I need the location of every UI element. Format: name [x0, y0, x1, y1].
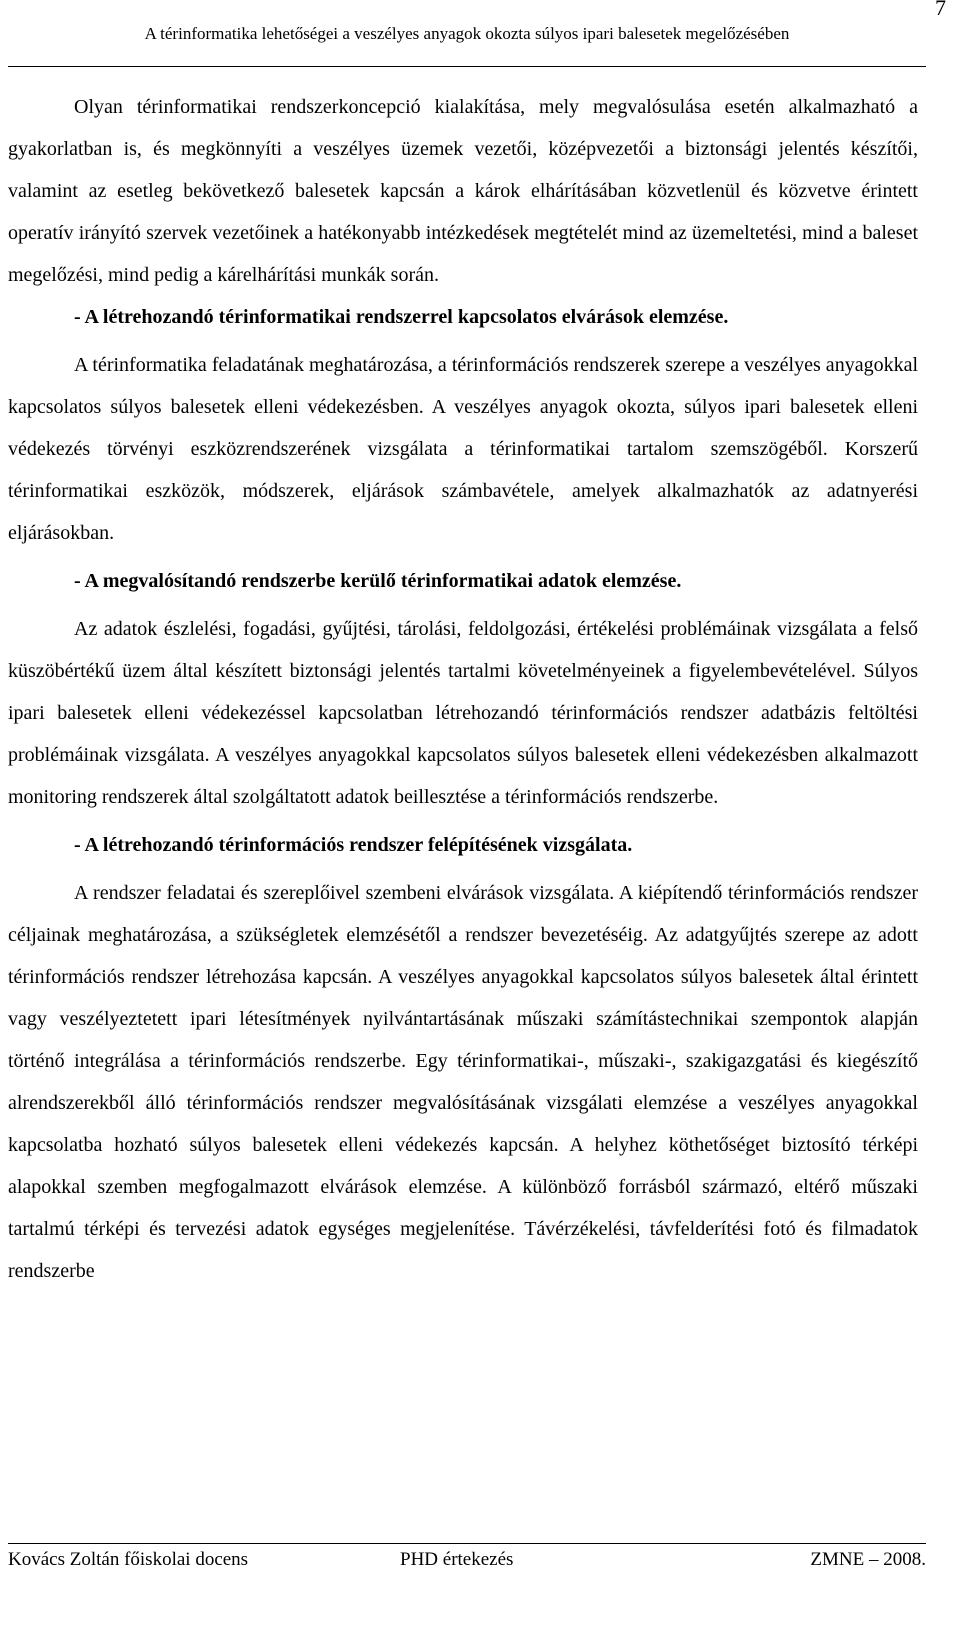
section-heading-3: - A létrehozandó térinformációs rendszer felépítésének vizsgálata.	[74, 834, 633, 856]
footer-institution-year: ZMNE – 2008.	[810, 1549, 926, 1570]
page-number: 7	[935, 0, 946, 20]
footer-document-type: PHD értekezés	[400, 1549, 514, 1570]
paragraph-2: A térinformatika feladatának meghatározása, a térinformációs rendszerek szerepe a veszélyes anyagokkal kapcsolatos súlyos balesetek elleni védekezésben. A veszélyes anyagok okozta, súlyos ipari balesetek elleni védekezés törvényi eszközrendszerének vizsgálata a térinformatikai tartalom szemszögéből. Korszerű térinformatikai eszközök, módszerek, eljárások számbavétele, amelyek alkalmazhatók az adatnyerési eljárásokban.	[8, 354, 918, 544]
section-heading-1: - A létrehozandó térinformatikai rendszerrel kapcsolatos elvárások elemzése.	[74, 306, 729, 328]
footer-divider	[8, 1543, 926, 1544]
paragraph-4: A rendszer feladatai és szereplőivel szembeni elvárások vizsgálata. A kiépítendő térinformációs rendszer céljainak meghatározása, a szükségletek elemzésétől a rendszer bevezetéséig. Az adatgyűjtés szerepe az adott térinformációs rendszer létrehozása kapcsán. A veszélyes anyagokkal kapcsolatos súlyos balesetek által érintett vagy veszélyeztetett ipari létesítmények nyilvántartásának műszaki számítástechnikai szempontok alapján történő integrálása a térinformációs rendszerbe. Egy térinformatikai-, műszaki-, szakigazgatási és kiegészítő alrendszerekből álló térinformációs rendszer megvalósításának vizsgálati elemzése a veszélyes anyagokkal kapcsolatba hozható súlyos balesetek elleni védekezés kapcsán. A helyhez köthetőséget biztosító térképi alapokkal szemben megfogalmazott elvárások elemzése. A különböző forrásból származó, eltérő műszaki tartalmú térképi és tervezési adatok egységes megjelenítése. Távérzékelési, távfelderítési fotó és filmadatok rendszerbe	[8, 882, 918, 1282]
header-divider	[8, 66, 926, 67]
paragraph-1: Olyan térinformatikai rendszerkoncepció kialakítása, mely megvalósulása esetén alkalmazható a gyakorlatban is, és megkönnyíti a veszélyes üzemek vezetői, középvezetői a biztonsági jelentés készítői, valamint az esetleg bekövetkező balesetek kapcsán a károk elhárításában közvetlenül és közvetve érintett operatív irányító szervek vezetőinek a hatékonyabb intézkedések megtételét mind az üzemeltetési, mind a baleset megelőzési, mind pedig a kárelhárítási munkák során.	[8, 96, 918, 286]
running-header: A térinformatika lehetőségei a veszélyes anyagok okozta súlyos ipari balesetek megelőzésében	[144, 24, 790, 43]
section-heading-2: - A megvalósítandó rendszerbe kerülő térinformatikai adatok elemzése.	[74, 570, 682, 592]
paragraph-3: Az adatok észlelési, fogadási, gyűjtési, tárolási, feldolgozási, értékelési problémáinak vizsgálata a felső küszöbértékű üzem által készített biztonsági jelentés tartalmi követelményeinek a figyelembevételével. Súlyos ipari balesetek elleni védekezéssel kapcsolatban létrehozandó térinformációs rendszer adatbázis feltöltési problémáinak vizsgálata. A veszélyes anyagokkal kapcsolatos súlyos balesetek elleni védekezésben alkalmazott monitoring rendszerek által szolgáltatott adatok beillesztése a térinformációs rendszerbe.	[8, 618, 918, 808]
document-body	[8, 86, 918, 1292]
footer-author: Kovács Zoltán főiskolai docens	[8, 1549, 249, 1570]
